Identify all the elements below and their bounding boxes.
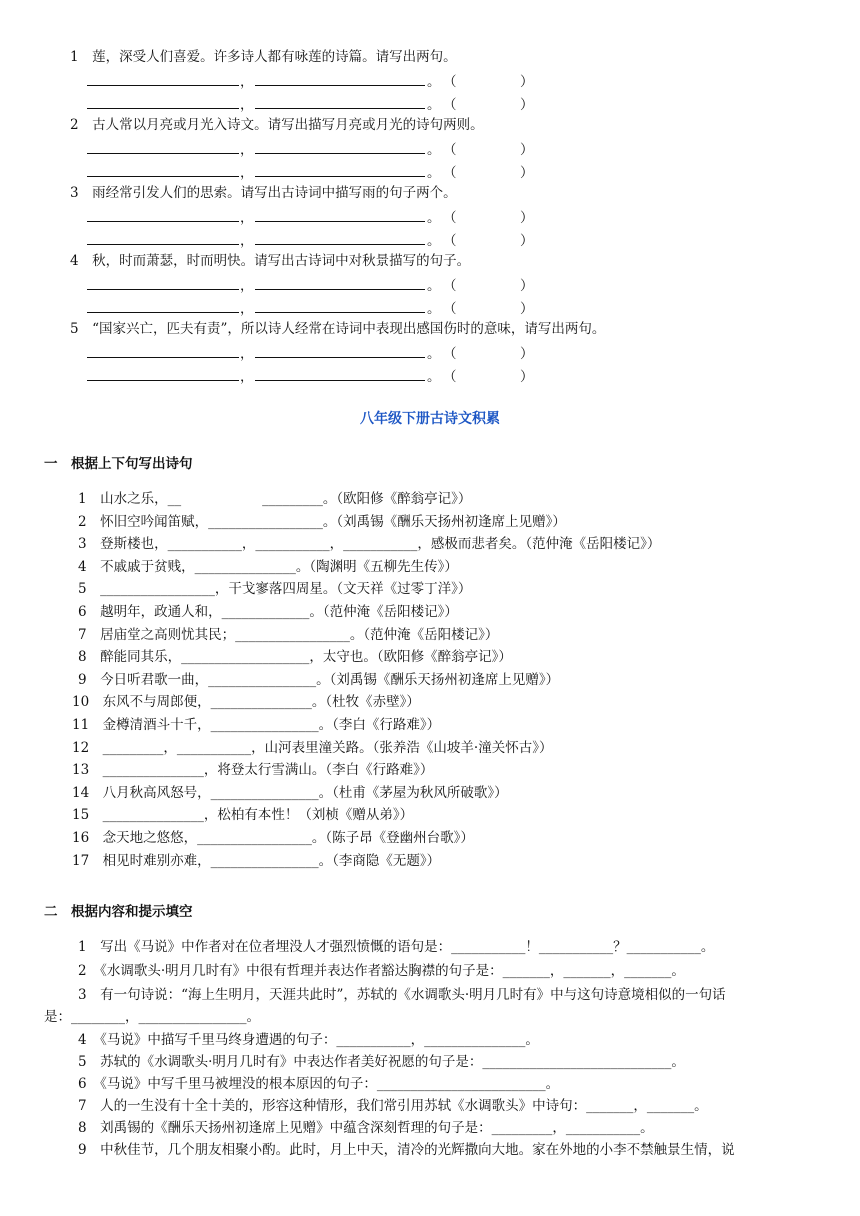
list-item[interactable]: 5 _________________，干戈寥落四周星。（文天祥《过零丁洋》） xyxy=(78,581,472,598)
answer-row[interactable]: ， 。 （ ） xyxy=(87,161,547,179)
answer-row[interactable]: ， 。 （ ） xyxy=(87,274,547,292)
answer-row[interactable]: ， 。 （ ） xyxy=(87,70,547,88)
answer-row[interactable]: ， 。 （ ） xyxy=(87,342,547,360)
list-item[interactable]: 5 苏轼的《水调歌头·明月几时有》中表达作者美好祝愿的句子是：____________________________。 xyxy=(78,1054,685,1070)
question-4: 4 秋，时而萧瑟，时而明快。请写出古诗词中对秋景描写的句子。 xyxy=(70,253,471,269)
list-item[interactable]: 1 写出《马说》中作者对在位者埋没人才强烈愤慨的语句是：___________！___________？___________。 xyxy=(78,939,715,955)
question-5: 5 “国家兴亡，匹夫有责”，所以诗人经常在诗词中表现出感国伤时的意味，请写出两句。 xyxy=(70,321,606,337)
list-item[interactable]: 4 不戚戚于贫贱，_______________。（陶渊明《五柳先生传》） xyxy=(78,558,458,575)
question-2: 2 古人常以月亮或月光入诗文。请写出描写月亮或月光的诗句两则。 xyxy=(70,117,484,133)
list-item[interactable]: 6 越明年，政通人和，_____________。（范仲淹《岳阳楼记》） xyxy=(78,604,458,620)
list-item[interactable]: 3 有一句诗说：“海上生明月，天涯共此时”，苏轼的《水调歌头·明月几时有》中与这句诗意境相似的一句话 xyxy=(78,987,726,1003)
list-item[interactable]: 1 山水之乐，__ _________。（欧阳修《醉翁亭记》） xyxy=(78,491,472,507)
list-item[interactable]: 14 八月秋高风怒号，________________。（杜甫《茅屋为秋风所破歌》） xyxy=(72,784,508,801)
question-1: 1 莲，深受人们喜爱。许多诗人都有咏莲的诗篇。请写出两句。 xyxy=(70,49,457,65)
list-item[interactable]: 11 金樽清酒斗十千，________________。（李白《行路难》） xyxy=(72,717,441,733)
list-item[interactable]: 9 今日听君歌一曲，________________。（刘禹锡《酬乐天扬州初逢席上见赠》） xyxy=(78,671,560,688)
answer-row[interactable]: ， 。 （ ） xyxy=(87,365,547,383)
answer-row[interactable]: ， 。 （ ） xyxy=(87,229,547,247)
list-item[interactable]: 17 相见时难别亦难，________________。（李商隐《无题》） xyxy=(72,852,441,869)
answer-row[interactable]: ， 。 （ ） xyxy=(87,297,547,315)
list-item[interactable]: 8 醉能同其乐，___________________，太守也。（欧阳修《醉翁亭记》） xyxy=(78,649,512,666)
list-item[interactable]: 3 登斯楼也，___________，___________，___________，感极而悲者矣。（范仲淹《岳阳楼记》） xyxy=(78,536,661,553)
page-title: 八年级下册古诗文积累 xyxy=(360,411,500,427)
list-item[interactable]: 15 _______________，松柏有本性！（刘桢《赠从弟》） xyxy=(72,807,414,824)
list-item[interactable]: 6 《马说》中写千里马被埋没的根本原因的句子：_________________________。 xyxy=(78,1076,560,1092)
list-item[interactable]: 13 _______________，将登太行雪满山。（李白《行路难》） xyxy=(72,762,434,779)
answer-row[interactable]: ， 。 （ ） xyxy=(87,93,547,111)
list-item[interactable]: 12 _________，___________，山河表里潼关路。（张养浩《山坡羊·潼关怀古》） xyxy=(72,739,553,756)
answer-row[interactable]: ， 。 （ ） xyxy=(87,206,547,224)
list-item[interactable]: 7 人的一生没有十全十美的，形容这种情形，我们常引用苏轼《水调歌头》中诗句：_______，_______。 xyxy=(78,1098,708,1114)
answer-row[interactable]: ， 。 （ ） xyxy=(87,138,547,156)
list-item[interactable]: 7 居庙堂之高则忧其民；_________________。（范仲淹《岳阳楼记》） xyxy=(78,626,499,643)
list-item[interactable]: 2 怀旧空吟闻笛赋，_________________。（刘禹锡《酬乐天扬州初逢席上见赠》） xyxy=(78,513,566,530)
list-item[interactable]: 2 《水调歌头·明月几时有》中很有哲理并表达作者豁达胸襟的句子是：_______，_______，_______。 xyxy=(78,963,685,979)
list-item[interactable]: 8 刘禹锡的《酬乐天扬州初逢席上见赠》中蕴含深刻哲理的句子是：_________，___________。 xyxy=(78,1120,654,1136)
list-item[interactable]: 16 念天地之悠悠，_________________。（陈子昂《登幽州台歌》） xyxy=(72,830,474,846)
section-heading: 一 根据上下句写出诗句 xyxy=(44,456,193,472)
list-item[interactable]: 是：________，________________。 xyxy=(44,1009,260,1025)
section-heading: 二 根据内容和提示填空 xyxy=(44,904,193,920)
list-item[interactable]: 9 中秋佳节，几个朋友相聚小酌。此时，月上中天，清冷的光辉撒向大地。家在外地的小李不禁触景生情，说 xyxy=(78,1142,735,1158)
list-item[interactable]: 4 《马说》中描写千里马终身遭遇的句子：___________，_______________。 xyxy=(78,1032,539,1048)
question-3: 3 雨经常引发人们的思索。请写出古诗词中描写雨的句子两个。 xyxy=(70,185,457,201)
list-item[interactable]: 10 东风不与周郎便，_______________。（杜牧《赤壁》） xyxy=(72,694,420,711)
